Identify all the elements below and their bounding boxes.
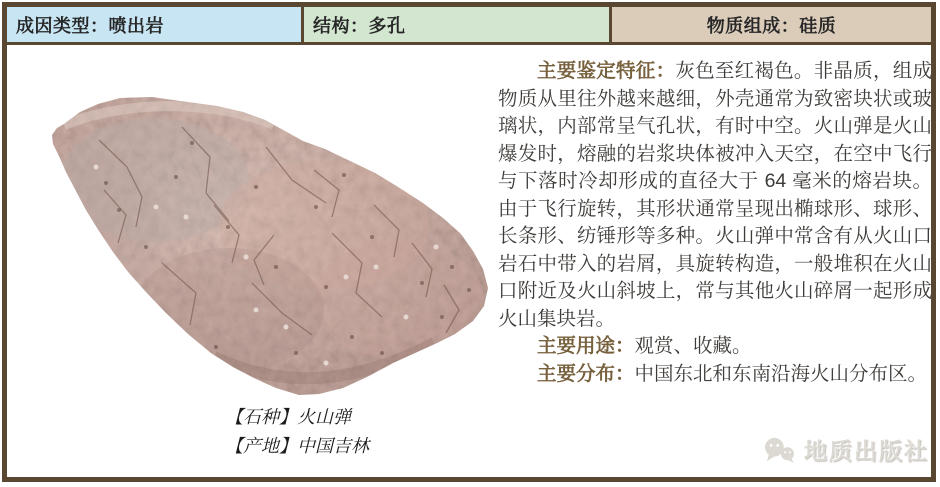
description-text (498, 58, 932, 388)
usage-label: 主要用途： (537, 335, 635, 357)
header-cell-composition (612, 7, 931, 42)
wechat-icon (763, 436, 797, 464)
usage-body: 观赏、收藏。 (634, 335, 752, 357)
header-cell-structure (304, 7, 612, 42)
caption-stone-type: 【石种】火山弹 (225, 407, 351, 428)
publisher-name: 地质出版社 (804, 438, 929, 464)
paragraph-usage (498, 333, 932, 361)
header-cell-genetic-type (7, 7, 304, 42)
composition-text: 物质组成：硅质 (706, 15, 837, 36)
header-row (7, 7, 931, 45)
structure-text: 结构：多孔 (313, 15, 406, 36)
identification-body: 灰色至红褐色。非晶质，组成物质从里往外越来越细，外壳通常为致密块状或玻璃状，内部常呈气孔状，有时中空。火山弹是火山爆发时，熔融的岩浆块体被冲入天空，在空中飞行与下落时冷却形成的直径大于 64 毫米的熔岩块。由于飞行旋转，其形状通常呈现出椭球形、球形、长条形、纺锤形等多种。火山弹中常含有从火山口岩石中带入的岩屑，具旋转构造，一般堆积在火山口附近及火山斜坡上，常与其他火山碎屑一起形成火山集块岩。 (498, 60, 932, 330)
distribution-label: 主要分布： (537, 362, 635, 385)
specimen-caption (225, 403, 369, 461)
paragraph-identification (498, 58, 932, 333)
specimen-card-frame (2, 2, 936, 482)
caption-origin: 【产地】中国吉林 (225, 436, 369, 457)
genetic-type-text: 成因类型：喷出岩 (16, 15, 164, 36)
rock-specimen-photo (14, 85, 492, 397)
identification-label: 主要鉴定特征： (537, 60, 676, 82)
content-area (7, 45, 931, 479)
distribution-body: 中国东北和东南沿海火山分布区。 (634, 362, 928, 385)
paragraph-distribution (498, 361, 932, 389)
publisher-watermark (763, 433, 929, 466)
